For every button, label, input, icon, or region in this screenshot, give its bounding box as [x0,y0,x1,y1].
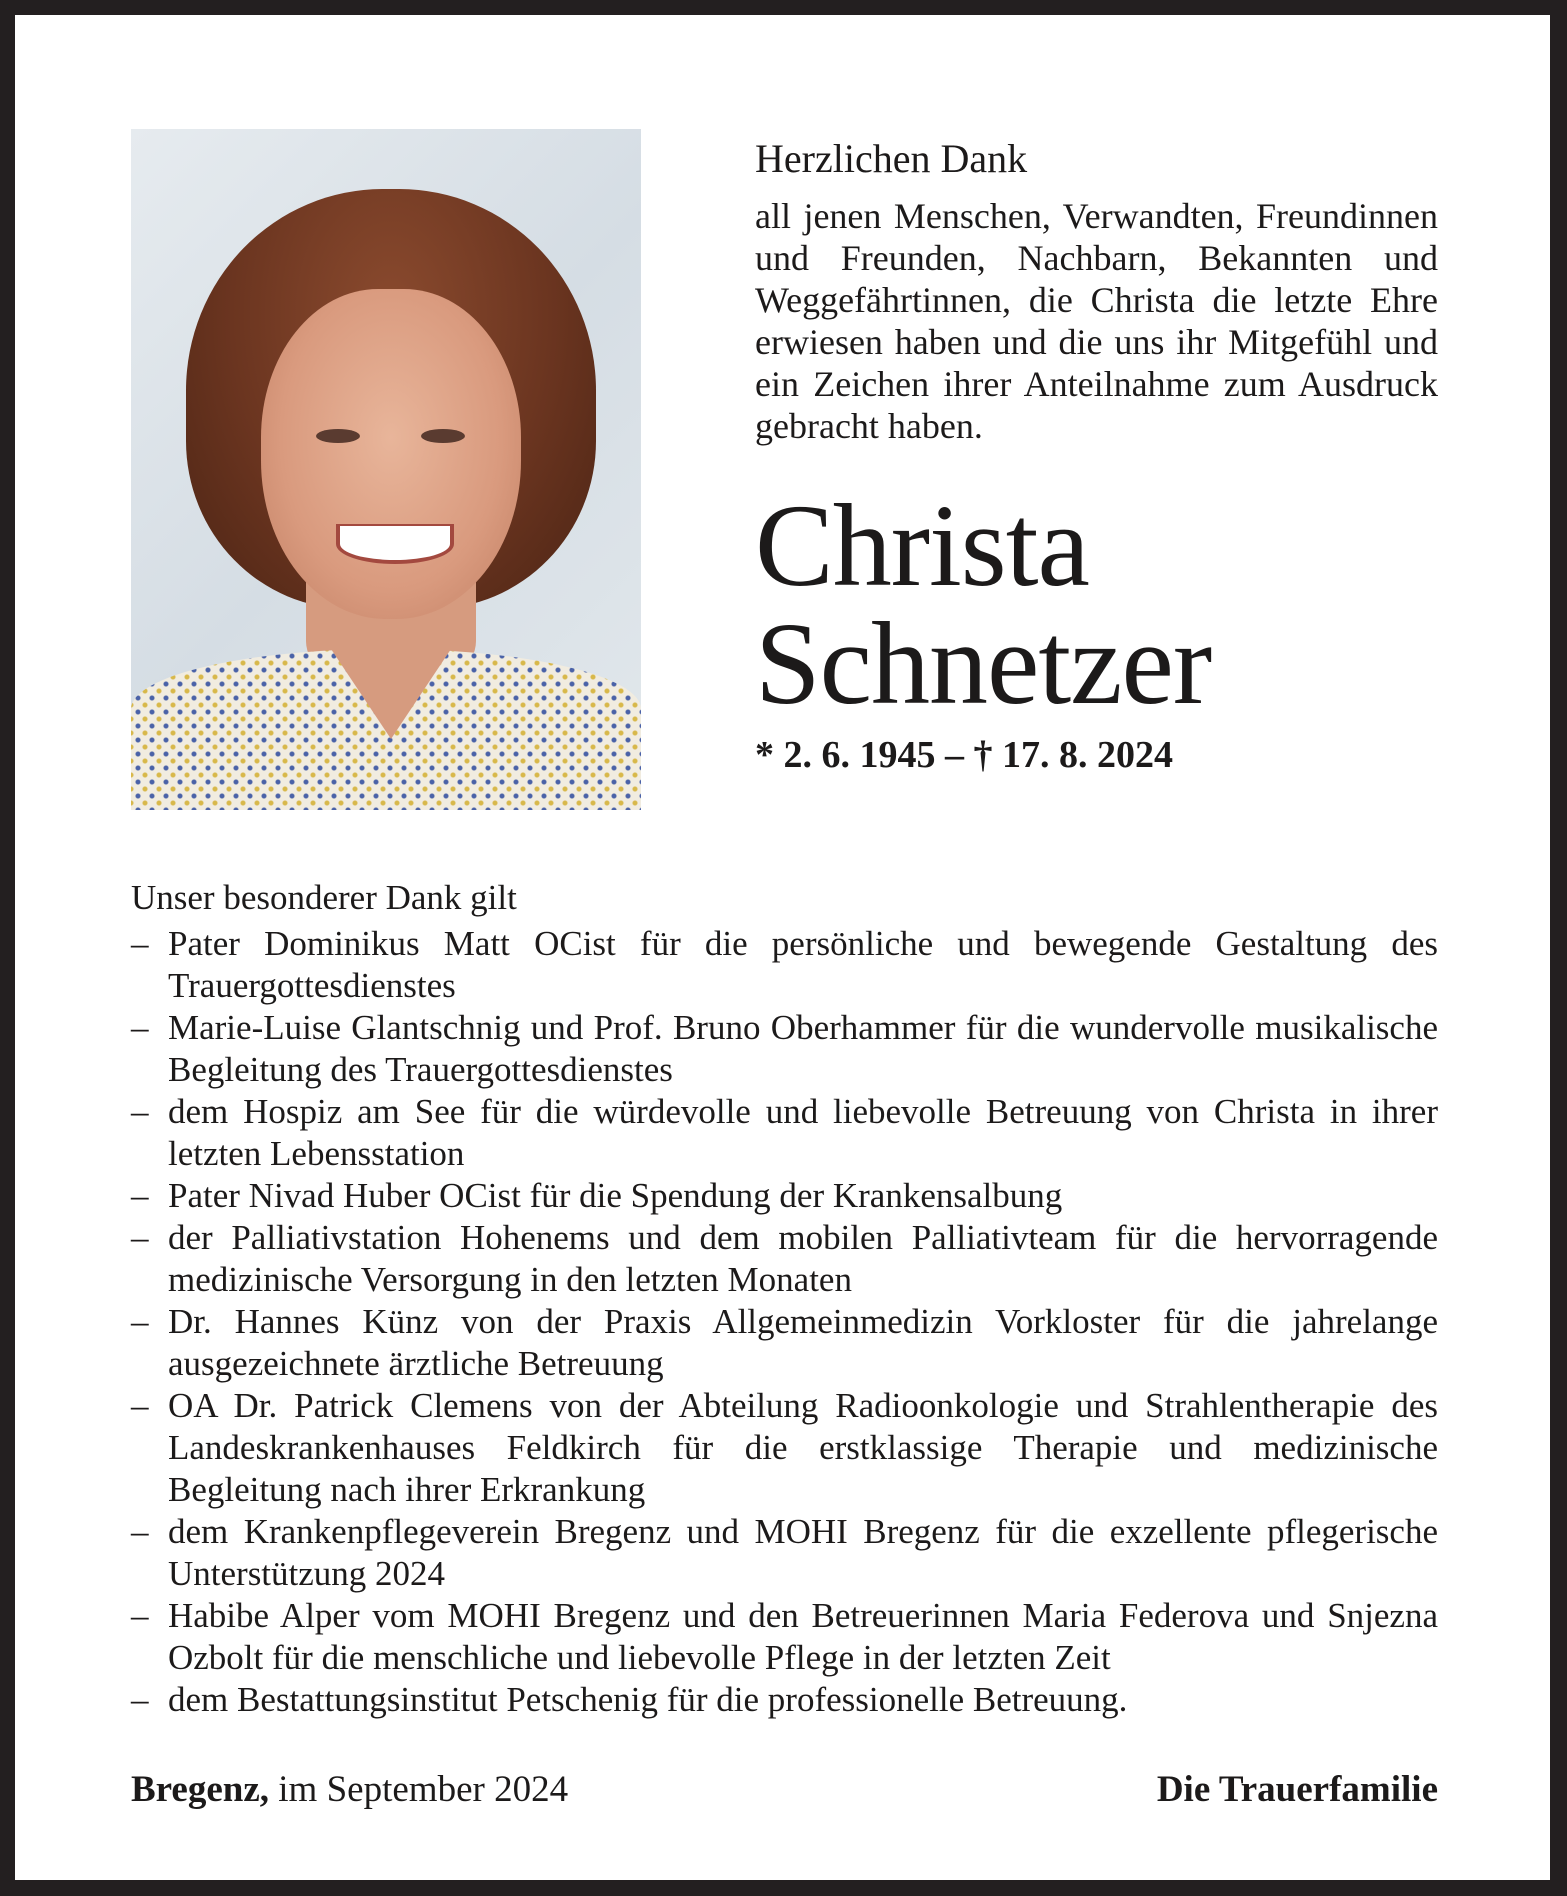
footer [131,1768,1438,1811]
right-column [755,135,1438,777]
list-item: – Marie-Luise Glantschnig und Prof. Bruno Oberhammer für die wundervolle musikalische Begleitung des Trauergottesdienstes [131,1008,1438,1089]
deceased-name [755,480,1438,729]
list-item: – der Palliativstation Hohenems und dem mobilen Palliativteam für die hervorragende medizinische Versorgung in den letzten Monaten [131,1218,1438,1299]
life-dates: * 2. 6. 1945 – † 17. 8. 2024 [755,734,1173,776]
list-item: – dem Hospiz am See für die würdevolle und liebevolle Betreuung von Christa in ihrer letzten Lebensstation [131,1092,1438,1173]
thanks-heading: Unser besonderer Dank gilt [131,878,517,917]
list-item: – dem Krankenpflegeverein Bregenz und MOHI Bregenz für die exzellente pflegerische Unterstützung 2024 [131,1512,1438,1593]
intro-text: all jenen Menschen, Verwandten, Freundinnen und Freunden, Nachbarn, Bekannten und Weggefährtinnen, die Christa die letzte Ehre erwiesen haben und die uns ihr Mitgefühl und ein Zeichen ihrer Anteilnahme zum Ausdruck gebracht haben. [755,196,1438,446]
list-item: – Habibe Alper vom MOHI Bregenz und den Betreuerinnen Maria Federova und Snjezna Ozbolt für die menschliche und liebevolle Pflege in der letzten Zeit [131,1596,1438,1677]
signature: Die Trauerfamilie [1156,1769,1438,1810]
first-name: Christa [755,480,1089,611]
list-item: – OA Dr. Patrick Clemens von der Abteilung Radioonkologie und Strahlentherapie des Landeskrankenhauses Feldkirch für die erstklassige Therapie und medizinische Begleitung nach ihrer Erkrankung [131,1386,1438,1509]
heading: Herzlichen Dank [755,136,1028,181]
list-item: – dem Bestattungsinstitut Petschenig für die professionelle Betreuung. [131,1680,1128,1719]
last-name: Schnetzer [755,598,1212,729]
thanks-list [131,923,1438,1721]
place-date: Bregenz, im September 2024 [131,1769,569,1810]
list-item: – Pater Dominikus Matt OCist für die persönliche und bewegende Gestaltung des Trauergottesdienstes [131,924,1438,1005]
portrait-photo [131,129,641,810]
thanks-section [131,877,1438,1721]
list-item: – Dr. Hannes Künz von der Praxis Allgemeinmedizin Vorkloster für die jahrelange ausgezeichnete ärztliche Betreuung [131,1302,1438,1383]
list-item: – Pater Nivad Huber OCist für die Spendung der Krankensalbung [131,1176,1063,1215]
obituary-notice [15,15,1550,1880]
